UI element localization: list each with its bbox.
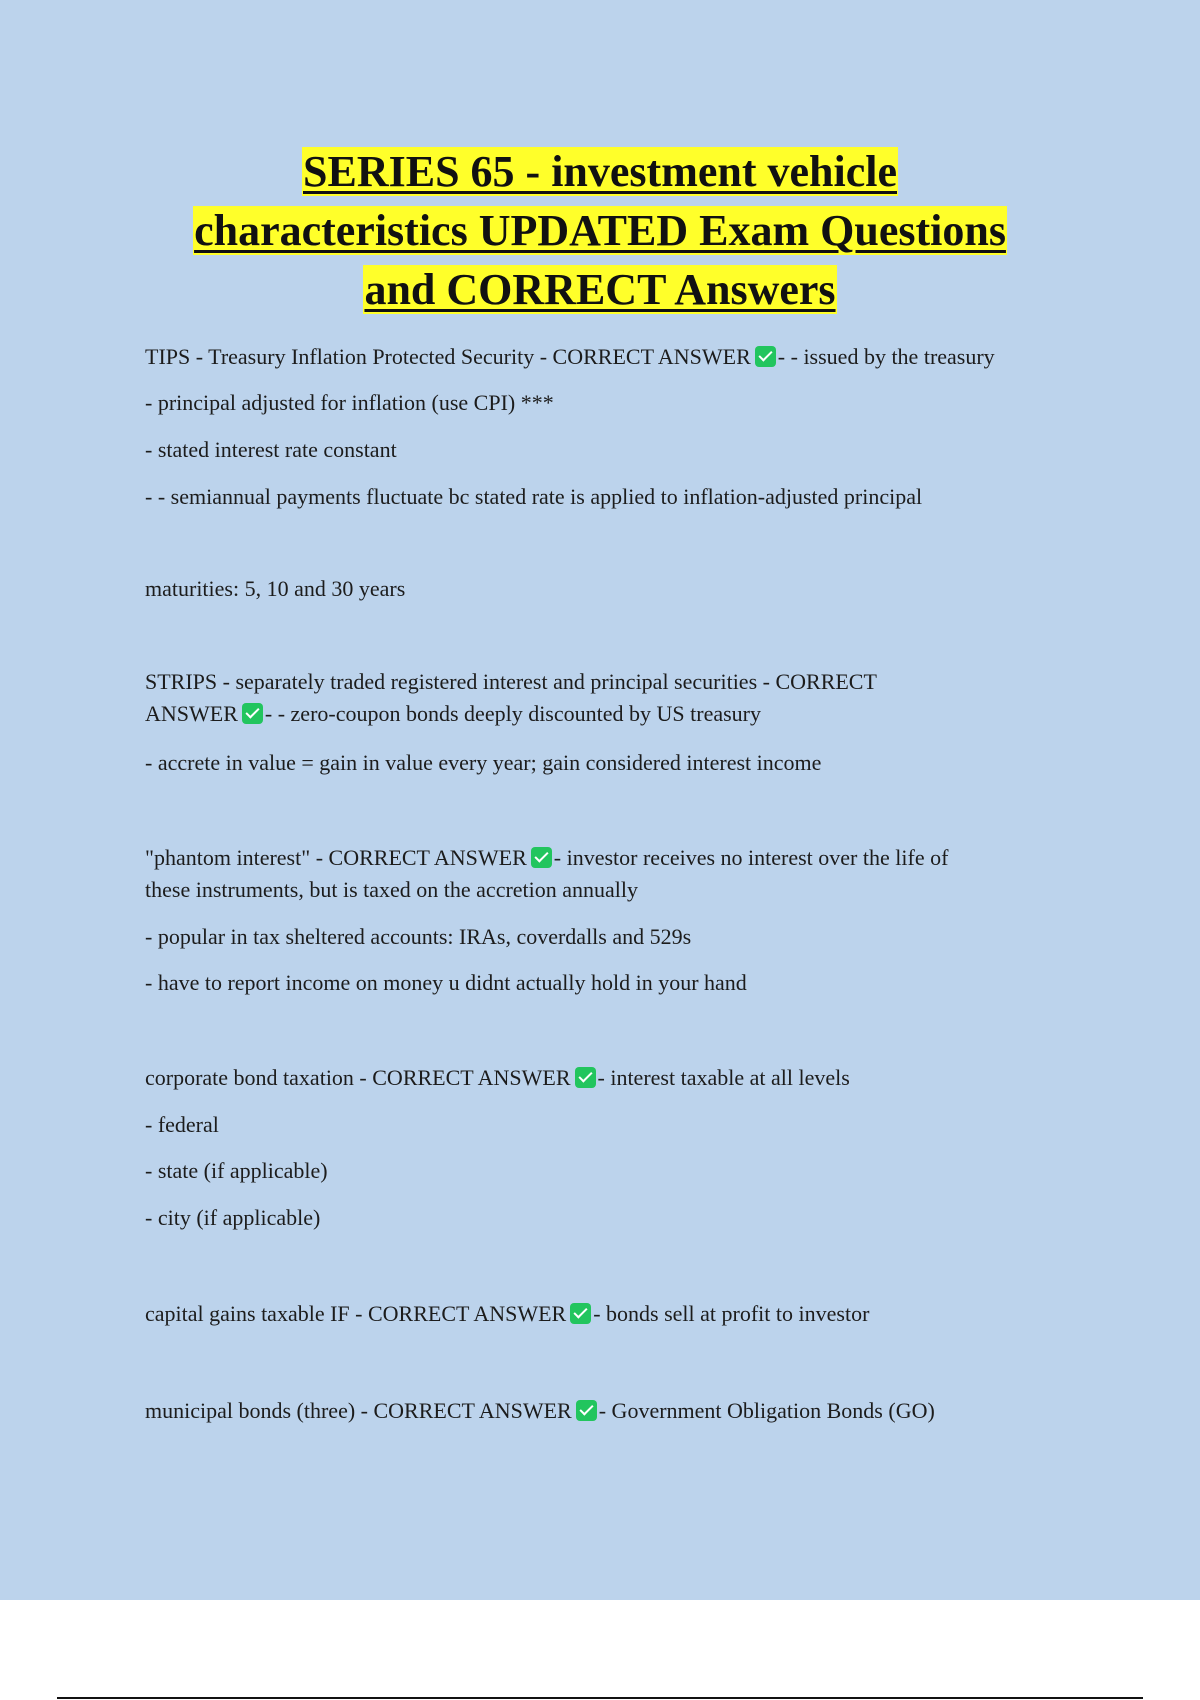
qa-tips-question	[145, 340, 995, 373]
qa-phantom-answer-cont: these instruments, but is taxed on the accretion annually	[145, 877, 639, 902]
question-text: capital gains taxable IF - CORRECT ANSWER	[145, 1301, 567, 1326]
title-line-3: and CORRECT Answers	[364, 265, 836, 314]
answer-text: - interest taxable at all levels	[597, 1065, 850, 1090]
qa-phantom-line: - popular in tax sheltered accounts: IRAs, coverdalls and 529s	[145, 924, 692, 949]
question-text: TIPS - Treasury Inflation Protected Security - CORRECT ANSWER	[145, 344, 751, 369]
check-icon	[575, 1067, 596, 1088]
qa-strips-question: STRIPS - separately traded registered interest and principal securities - CORRECT	[145, 669, 877, 694]
question-text: "phantom interest" - CORRECT ANSWER	[145, 845, 527, 870]
document-title	[0, 142, 1200, 319]
answer-text: - investor receives no interest over the life of	[553, 845, 949, 870]
check-icon	[576, 1400, 597, 1421]
qa-corporate-question	[145, 1061, 850, 1094]
qa-tips-line: - stated interest rate constant	[145, 437, 397, 462]
check-icon	[242, 703, 263, 724]
qa-phantom-question	[145, 841, 948, 874]
qa-phantom-line: - have to report income on money u didnt actually hold in your hand	[145, 970, 747, 995]
answer-text: - bonds sell at profit to investor	[593, 1301, 870, 1326]
title-line-1: SERIES 65 - investment vehicle	[303, 147, 897, 196]
question-text: municipal bonds (three) - CORRECT ANSWER	[145, 1398, 572, 1423]
answer-text: - - issued by the treasury	[777, 344, 995, 369]
qa-capital-gains-question	[145, 1297, 869, 1330]
qa-tips-line: - principal adjusted for inflation (use CPI) ***	[145, 390, 554, 415]
qa-corporate-line: - state (if applicable)	[145, 1158, 328, 1183]
title-line-2: characteristics UPDATED Exam Questions	[194, 206, 1006, 255]
qa-tips-line: maturities: 5, 10 and 30 years	[145, 576, 406, 601]
check-icon	[570, 1303, 591, 1324]
qa-strips-line: - accrete in value = gain in value every year; gain considered interest income	[145, 750, 822, 775]
qa-tips-line: - - semiannual payments fluctuate bc stated rate is applied to inflation-adjusted principal	[145, 484, 923, 509]
qa-corporate-line: - federal	[145, 1112, 219, 1137]
qa-corporate-line: - city (if applicable)	[145, 1205, 321, 1230]
question-text: ANSWER	[145, 701, 238, 726]
qa-municipal-question	[145, 1394, 935, 1427]
qa-strips-question-cont	[145, 697, 761, 730]
check-icon	[531, 847, 552, 868]
answer-text: - - zero-coupon bonds deeply discounted by US treasury	[264, 701, 761, 726]
check-icon	[755, 346, 776, 367]
question-text: corporate bond taxation - CORRECT ANSWER	[145, 1065, 571, 1090]
footer-divider	[57, 1697, 1143, 1699]
answer-text: - Government Obligation Bonds (GO)	[598, 1398, 935, 1423]
